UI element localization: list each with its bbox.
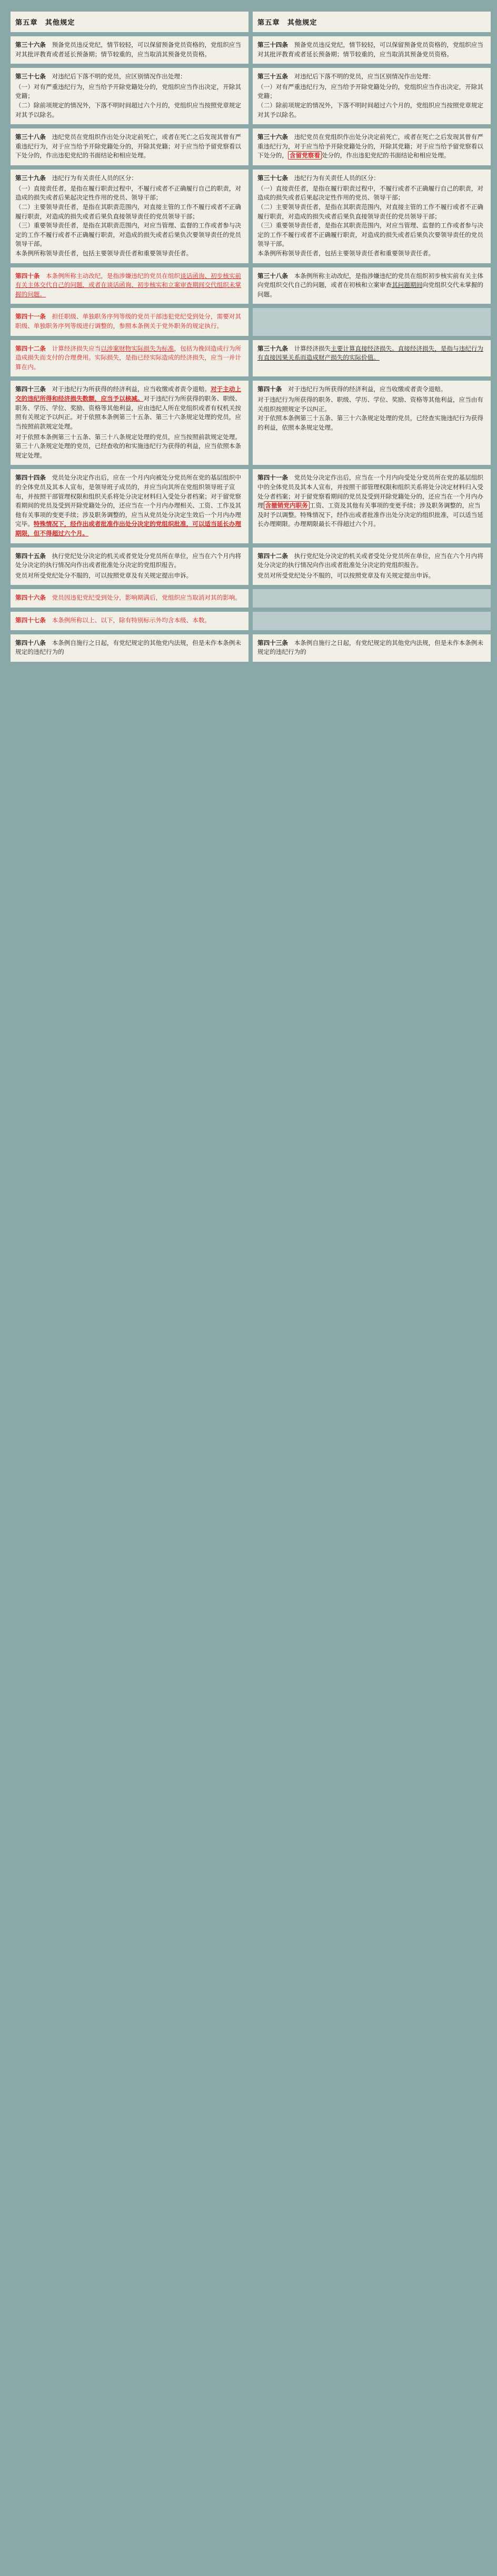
cell-content (257, 133, 486, 161)
article-paragraph (15, 174, 244, 183)
article-number: 第三十七条 (257, 174, 288, 182)
cell-content (15, 41, 244, 59)
article-paragraph: （二）主要领导责任者，是指在其职责范围内，对直接主管的工作不履行或者不正确履行职责，对造成的损失或者后果负直接领导责任的党员领导干部； (257, 203, 483, 220)
emphasized-text: 谈话函询、初步核实前有关主体交代自己的问题，或者在 (15, 272, 242, 289)
article-paragraph (15, 72, 244, 82)
article-paragraph (15, 385, 244, 431)
article-paragraph (257, 174, 486, 183)
article-number: 第三十六条 (257, 133, 288, 141)
article-paragraph (15, 133, 244, 161)
old-regulation-cell (253, 589, 491, 608)
article-text: 违纪行为有关责任人员的区分： (45, 174, 137, 182)
article-text: 对违纪后下落不明的党员，应当区别情况作出处理： (287, 73, 435, 81)
article-text: ，包括为挽回造成行为所造成损失而支付的合理费用。实际损失，是指已经实际造成的经济损失，应当一并计算在内。 (15, 344, 242, 371)
article-paragraph (15, 616, 244, 625)
article-paragraph: 党员对所受党纪处分不服的，可以按照党章及有关规定提出申诉。 (15, 571, 193, 579)
article-paragraph: （二）除前项规定的情况外，下落不明时间超过六个月的，党组织应当按照党章规定对其予以除名。 (257, 102, 483, 118)
article-text: 工资、工资及其他有关事项的变更手续；涉及职务调整的，应当及时予以调整。 (257, 502, 481, 519)
article-paragraph: （二）除前项规定的情况外，下落不明时间超过六个月的，党组织应当按照党章规定对其予以除名。 (15, 102, 241, 118)
article-paragraph: 党员对所受党纪处分不服的，可以按照党章及有关规定提出申诉。 (257, 571, 435, 579)
old-regulation-cell (253, 267, 491, 304)
cell-content (257, 552, 486, 581)
article-paragraph (257, 385, 486, 394)
table-row (11, 68, 491, 124)
cell-content (257, 385, 486, 432)
article-text: 党员因违犯党纪受到处分，影响期满后，党组织应当取消对其的影响。 (45, 594, 241, 602)
article-paragraph (15, 344, 244, 372)
article-text: 对于违纪行为所获得的经济利益，应当收缴或者责令退赔。 (282, 385, 447, 393)
article-text: 本条例所称以上、以下，除有特别标示外均含本级、本数。 (45, 616, 211, 624)
article-block (257, 272, 486, 300)
table-row (11, 128, 491, 165)
table-row (11, 170, 491, 263)
article-block (15, 41, 244, 59)
article-text: 本条例自施行之日起，有党纪规定的其他党内法规，但是未作本条例未规定的违纪行为的 (257, 639, 483, 656)
article-text: 本条例自施行之日起，有党纪规定的其他党内法规，但是未作本条例未规定的违纪行为的 (15, 639, 241, 656)
new-regulation-cell (11, 589, 248, 608)
article-paragraph: 本条例所称领导责任者，包括主要领导责任者和重要领导责任者。 (257, 249, 435, 257)
article-text: 对违纪后下落不明的党员，应区别情况作出处理： (45, 73, 186, 81)
table-row (11, 381, 491, 465)
article-paragraph: 第三十八条规定处理的党员，已经查收的和实施违纪行为获得的利益，应当依照本条规定处理。 (15, 442, 241, 459)
new-regulation-cell (11, 128, 248, 165)
article-paragraph: （一）对有严重违纪行为，应当给予开除党籍处分的，党组织应当作出决定，开除其党籍； (15, 83, 241, 100)
article-number: 第四十四条 (15, 474, 46, 482)
article-number: 第四十条 (15, 272, 40, 280)
table-row (11, 469, 491, 543)
new-regulation-cell (11, 381, 248, 465)
chapter-title-left: 第五章 其他规定 (11, 12, 248, 32)
article-paragraph: （二）主要领导责任者，是指在其职责范围内，对直接主管的工作不履行或者不正确履行职责，对造成的损失或者后果负直接领导责任的党员领导干部； (15, 203, 241, 220)
article-block (257, 473, 486, 529)
cell-content (15, 133, 244, 161)
cell-content (257, 639, 486, 657)
article-paragraph (15, 41, 244, 59)
old-regulation-cell (253, 469, 491, 543)
article-number: 第三十九条 (257, 344, 288, 352)
article-block (15, 616, 244, 625)
article-paragraph: （一）对有严重违纪行为，应当给予开除党籍处分的，党组织应当作出决定，开除其党籍； (257, 83, 483, 100)
article-text: 违纪党员在党组织作出处分决定前死亡，或者在死亡之后发现其曾有严重违纪行为，对于应当给予开除党籍处分的，开除其党籍；对于应当给予留党察看以下处分的， (257, 133, 483, 160)
article-text: 对于违纪行为所获得的经济利益，应当收缴或者责令退赔。 (45, 385, 211, 393)
article-number: 第四十七条 (15, 616, 46, 624)
article-text: 违纪行为有关责任人员的区分： (287, 174, 380, 182)
article-number: 第四十三条 (257, 639, 288, 647)
old-regulation-cell (253, 36, 491, 64)
old-regulation-cell (253, 308, 491, 335)
cell-content (15, 272, 244, 300)
highlighted-insertion: 含撤销党内职务 (264, 501, 310, 510)
article-number: 第四十五条 (15, 552, 46, 560)
article-block (257, 72, 486, 82)
article-paragraph: 对于违纪行为所获得的职务、职级、学历、学位、奖励、资格等其他利益，应当由有关组织按照规定予以纠正。 (257, 396, 483, 413)
underlined-text: 主要计算直接经济损失。直接经济损失，是指与违纪行为有直接因果关系而造成财产损失的实际价值。 (257, 344, 484, 362)
article-text: 违纪党员在党组织作出处分决定前死亡，或者在死亡之后发现其曾有严重违纪行为，对于应当给予开除党籍处分的，开除其党籍；对于应当给予留党察看以下处分的，作出违犯党纪的书面结论和相应处理。 (15, 133, 241, 160)
cell-content (15, 72, 244, 120)
table-body (11, 12, 491, 662)
old-regulation-cell (253, 340, 491, 377)
table-row (11, 634, 491, 662)
article-paragraph: （一）直接责任者，是指在履行职责过程中，不履行或者不正确履行自己的职责，对造成的损失或者后果起决定性作用的党员、领导干部； (257, 184, 483, 202)
article-number: 第四十二条 (257, 552, 288, 560)
article-number: 第四十一条 (257, 474, 288, 482)
article-block (15, 639, 244, 657)
emphasized-text: 核实和立案审查期间交代组织未掌握的问题。 (15, 281, 242, 298)
article-paragraph: （一）直接责任者，是指在履行职责过程中，不履行或者不正确履行自己的职责，对造成的损失或者后果起决定性作用的党员、领导干部； (15, 184, 241, 202)
article-text: 本条例所称主动改纪，是指涉嫌违纪的党员在组织 (39, 272, 181, 280)
article-paragraph (257, 639, 486, 657)
old-regulation-cell (253, 68, 491, 124)
article-number: 第三十六条 (15, 41, 46, 48)
article-text: 对于依照本条例第三十五条、第三十六条规定处理的党员，应当按照前款规定处理。 (15, 413, 241, 430)
cell-content (15, 174, 244, 258)
article-text: 特殊情况下，经作出或者批准作出处分决定的组织批准，可以适当延长办理期限。办理期限最长不得超过六个月。 (257, 511, 483, 528)
cell-content (257, 344, 486, 363)
article-block (257, 385, 486, 394)
new-regulation-cell (11, 36, 248, 64)
article-paragraph: 本条例所称领导责任者，包括主要领导责任者和重要领导责任者。 (15, 249, 193, 257)
article-number: 第四十八条 (15, 639, 46, 647)
article-text: 预备党员违反党纪，情节较轻，可以保留预备党员资格的，党组织应当对其批评教育或者延长预备期；情节较重的，应当取消其预备党员资格。 (15, 41, 241, 58)
old-regulation-cell (253, 381, 491, 465)
article-paragraph (257, 344, 486, 363)
article-paragraph (15, 473, 244, 538)
article-block (257, 174, 486, 183)
cell-content (257, 473, 486, 529)
old-regulation-cell (253, 548, 491, 585)
article-paragraph (15, 272, 244, 300)
article-text: 担任职级、单独职务序列等级的党员干部违犯党纪受到处分，需要对其职级、单独职务序列等级进行调整的，参照本条例关于党外职务的规定执行。 (15, 313, 241, 330)
regulation-comparison-table (6, 7, 495, 666)
article-block (15, 593, 244, 603)
article-paragraph (257, 473, 486, 529)
article-text: 对于违纪行为所获得的职务、职级、职务、学历、学位、奖励、资格等其他利益，应由违纪人所在党组织或者有权机关按照有关规定予以纠正。 (15, 395, 241, 421)
article-number: 第三十五条 (257, 73, 288, 81)
article-text: 计算经济损失 (287, 344, 331, 352)
old-regulation-cell (253, 612, 491, 630)
cell-content (15, 312, 244, 331)
cell-content (15, 385, 244, 460)
article-paragraph (257, 41, 486, 59)
table-row (11, 548, 491, 585)
new-regulation-cell (11, 267, 248, 304)
article-block (15, 272, 244, 300)
new-regulation-cell (11, 612, 248, 630)
new-regulation-cell (11, 68, 248, 124)
article-paragraph (257, 133, 486, 161)
table-row (11, 340, 491, 377)
article-block (15, 552, 244, 570)
article-block (257, 552, 486, 570)
article-number: 第四十一条 (15, 313, 46, 321)
table-row (11, 612, 491, 630)
article-number: 第四十二条 (15, 344, 46, 352)
article-paragraph (15, 639, 244, 657)
emphasized-text: 谈话函询、初步 (106, 281, 150, 289)
cell-content (257, 72, 486, 120)
article-block (257, 344, 486, 363)
new-regulation-cell (11, 548, 248, 585)
emphasized-text: 对于主动上交的违纪所得和经济损失数额，应当予以核减。 (15, 385, 242, 403)
new-regulation-cell (11, 308, 248, 335)
article-block (15, 133, 244, 161)
article-text: 执行党纪处分决定的机关或者党处分党员所在单位，应当在六个月内将处分决定的执行情况向作出或者批准处分决定的党组织报告。 (15, 552, 241, 569)
cell-content (257, 272, 486, 300)
article-text: 计算经济损失应当 (45, 344, 101, 352)
cell-content (15, 473, 244, 538)
article-paragraph (15, 312, 244, 331)
new-regulation-cell (11, 469, 248, 543)
article-paragraph: （三）重要领导责任者，是指在其职责范围内，对应当管理、监督的工作或者参与决定的工作不履行或者不正确履行职责，对造成的损失或者后果负次要领导责任的党员领导干部。 (257, 222, 483, 248)
table-row (11, 308, 491, 335)
article-paragraph: 对于依照本条例第三十五条、第三十八条规定处理的党员，应当按照前款规定处理。 (15, 433, 241, 441)
article-paragraph (257, 552, 486, 570)
article-block (15, 312, 244, 331)
article-block (15, 72, 244, 82)
new-regulation-cell (11, 634, 248, 662)
emphasized-text: 特殊情况下，经作出或者批准作出处分决定的党组织批准，可以适当延长办理期限，但不得超过六个月。 (15, 520, 241, 537)
chapter-title-right: 第五章 其他规定 (253, 12, 491, 32)
article-block (257, 639, 486, 657)
article-text: 党员处分决定作出后，应当在一个月内向受处分党员所在党的基层组织中的全体党员及其本人宣布，并按照干部管理权限和组织关系将处分决定材料归入受处分者档案；对于留党察看期间的党员及受到开除党籍处分的，还应当在一个月内办理 (257, 474, 483, 510)
article-paragraph (15, 593, 244, 603)
cell-content (257, 41, 486, 59)
old-regulation-cell (253, 128, 491, 165)
table-row (11, 589, 491, 608)
article-text: 执行党纪处分决定的机关或者受处分党员所在单位，应当在六个月内将处分决定的执行情况向作出或者批准处分决定的党组织报告。 (257, 552, 483, 569)
old-regulation-cell (253, 170, 491, 263)
article-number: 第四十三条 (15, 385, 46, 393)
article-paragraph (257, 72, 486, 82)
article-number: 第三十八条 (257, 272, 288, 280)
table-header-row (11, 12, 491, 32)
article-block (15, 344, 244, 372)
cell-content (15, 552, 244, 581)
table-row (11, 36, 491, 64)
article-number: 第四十六条 (15, 594, 46, 602)
highlighted-insertion: 含留党察看 (288, 151, 322, 160)
article-number: 第三十九条 (15, 174, 46, 182)
cell-content (15, 639, 244, 657)
new-regulation-cell (11, 340, 248, 377)
table-row (11, 267, 491, 304)
article-paragraph: 对于依照本条例第三十五条、第三十六条规定处理的党员，已经查实施违纪行为获得的利益，依照本条规定处理。 (257, 414, 483, 431)
article-number: 第三十四条 (257, 41, 288, 48)
article-text: 党员处分决定作出后，应在一个月内向被处分党员所在党的基层组织中的全体党员及其本人宣布，是领导班子成员的，并应当向其所在党组织领导班子宣布，并按照干部管理权限和组织关系将处分决定材料归入受处分者档案；对于留党察看期间的党员及受到开除党籍处分的，还应当在一个月内办理相关、工资、工作及其他有关事项的变更手续；涉及职务调整的，应当从党员处分决定生效后一个月内办理完毕。 (15, 474, 241, 528)
underlined-text: 其问题期间 (392, 281, 423, 289)
article-number: 第四十条 (257, 385, 282, 393)
cell-content (15, 593, 244, 603)
article-paragraph (15, 552, 244, 570)
article-block (15, 473, 244, 538)
cell-content (257, 174, 486, 258)
article-block (15, 174, 244, 183)
article-paragraph: （三）重要领导责任者，是指在其职责范围内，对应当管理、监督的工作或者参与决定的工作不履行或者不正确履行职责，对造成的损失或者后果负次要领导责任的党员领导干部。 (15, 222, 241, 248)
article-block (15, 385, 244, 431)
article-block (257, 41, 486, 59)
cell-content (15, 344, 244, 372)
new-regulation-cell (11, 170, 248, 263)
article-text: 向党组织交代未掌握的问题。 (257, 281, 484, 298)
emphasized-text: 以涉案财物实际损失为标准 (101, 344, 174, 352)
article-text: 本条例所称主动改纪，是指涉嫌违纪的党员在组织初步核实前有关主体向党组织交代自己的问题，或者在初核和立案审查 (257, 272, 483, 289)
article-text: 预备党员违反党纪，情节较轻，可以保留预备党员资格的，党组织应当对其批评教育或者延长预备期；情节较重的，应当取消其预备党员资格。 (257, 41, 483, 58)
old-regulation-cell (253, 634, 491, 662)
article-block (257, 133, 486, 161)
article-number: 第三十八条 (15, 133, 46, 141)
article-paragraph (257, 272, 486, 300)
cell-content (15, 616, 244, 625)
article-text: 处分的，作出违犯党纪的书面结论和相应处理。 (321, 152, 450, 160)
article-number: 第三十七条 (15, 73, 46, 81)
